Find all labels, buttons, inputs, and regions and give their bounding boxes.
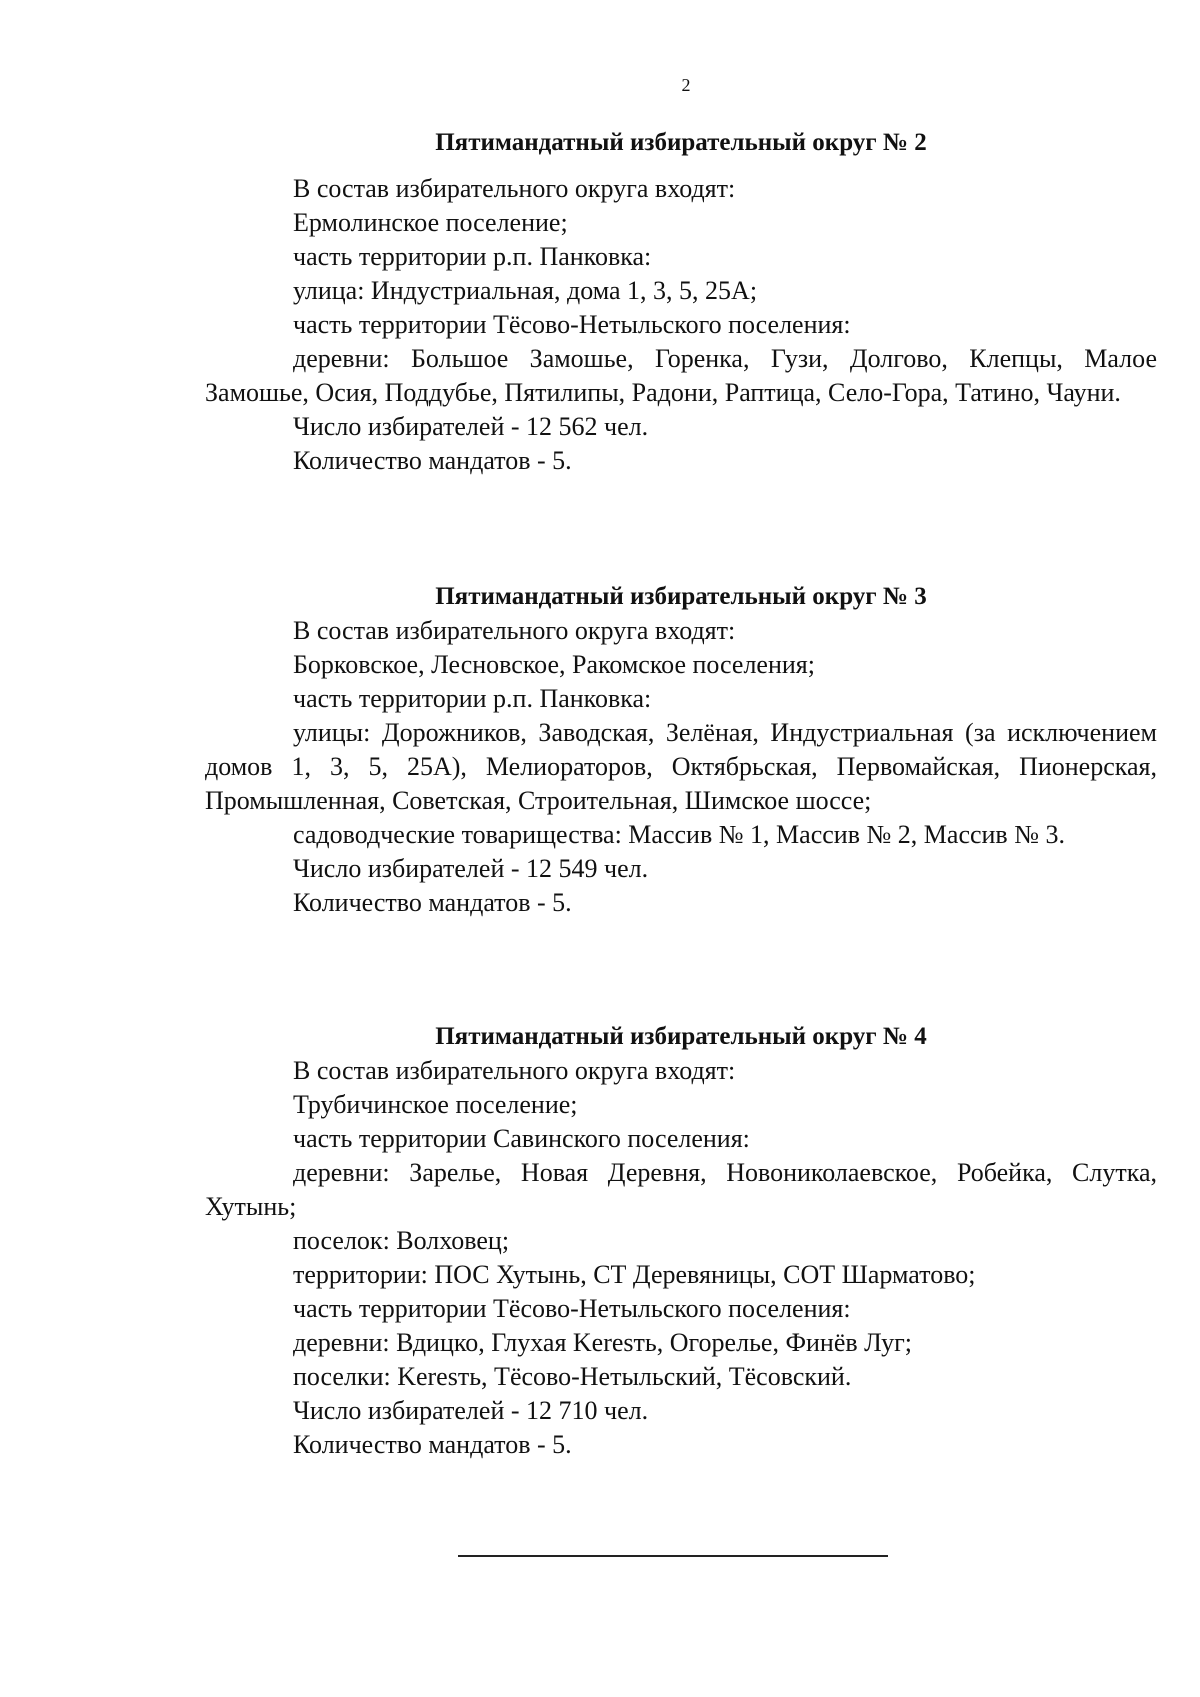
text-line: улица: Индустриальная, дома 1, 3, 5, 25А; — [293, 276, 758, 305]
text-line: садоводческие товарищества: Массив № 1, Массив № 2, Массив № 3. — [293, 820, 1066, 849]
voters-count: Число избирателей - 12 710 чел. — [293, 1396, 649, 1425]
voters-count: Число избирателей - 12 562 чел. — [293, 412, 649, 441]
mandates-count: Количество мандатов - 5. — [293, 446, 572, 475]
text-line: Ермолинское поселение; — [293, 208, 568, 237]
district-title: Пятимандатный избирательный округ № 3 — [435, 583, 927, 610]
text-line: деревни: Вдицко, Глухая Keresть, Огорелье, Финёв Луг; — [293, 1328, 913, 1357]
page-number: 2 — [681, 75, 691, 95]
text-line: поселки: Keresть, Тёсово-Нетыльский, Тёсовский. — [293, 1362, 852, 1391]
text-line: часть территории р.п. Панковка: — [293, 684, 652, 713]
voters-count: Число избирателей - 12 549 чел. — [293, 854, 649, 883]
text-line: часть территории Савинского поселения: — [293, 1124, 750, 1153]
end-of-document-rule — [458, 1555, 888, 1557]
villages-paragraph: деревни: Большое Замошье, Горенка, Гузи, Долгово, Клепцы, Малое Замошье, Осия, Поддубье, Пятилипы, Радони, Раптица, Село-Гора, Татино, Чауни. — [205, 344, 1157, 407]
text-line: В состав избирательного округа входят: — [293, 616, 736, 645]
text-line: поселок: Волховец; — [293, 1226, 510, 1255]
text-line: часть территории р.п. Панковка: — [293, 242, 652, 271]
text-line: часть территории Тёсово-Нетыльского поселения: — [293, 310, 851, 339]
text-line: Трубичинское поселение; — [293, 1090, 578, 1119]
text-line: Борковское, Лесновское, Ракомское поселения; — [293, 650, 815, 679]
district-title: Пятимандатный избирательный округ № 4 — [435, 1023, 927, 1050]
streets-paragraph: улицы: Дорожников, Заводская, Зелёная, Индустриальная (за исключением домов 1, 3, 5, 25А), Мелиораторов, Октябрьская, Первомайская, Пионерская, Промышленная, Советская, Строительная, Шимское шоссе; — [205, 718, 1157, 815]
text-line: В состав избирательного округа входят: — [293, 1056, 736, 1085]
district-section-2 — [205, 126, 1157, 478]
villages-paragraph: деревни: Зарелье, Новая Деревня, Новониколаевское, Робейка, Слутка, Хутынь; — [205, 1158, 1157, 1221]
district-section-4 — [205, 1020, 1157, 1462]
district-section-3 — [205, 580, 1157, 920]
mandates-count: Количество мандатов - 5. — [293, 1430, 572, 1459]
text-line: В состав избирательного округа входят: — [293, 174, 736, 203]
text-line: часть территории Тёсово-Нетыльского поселения: — [293, 1294, 851, 1323]
text-line: территории: ПОС Хутынь, СТ Деревяницы, СОТ Шарматово; — [293, 1260, 976, 1289]
mandates-count: Количество мандатов - 5. — [293, 888, 572, 917]
district-title: Пятимандатный избирательный округ № 2 — [435, 129, 927, 156]
